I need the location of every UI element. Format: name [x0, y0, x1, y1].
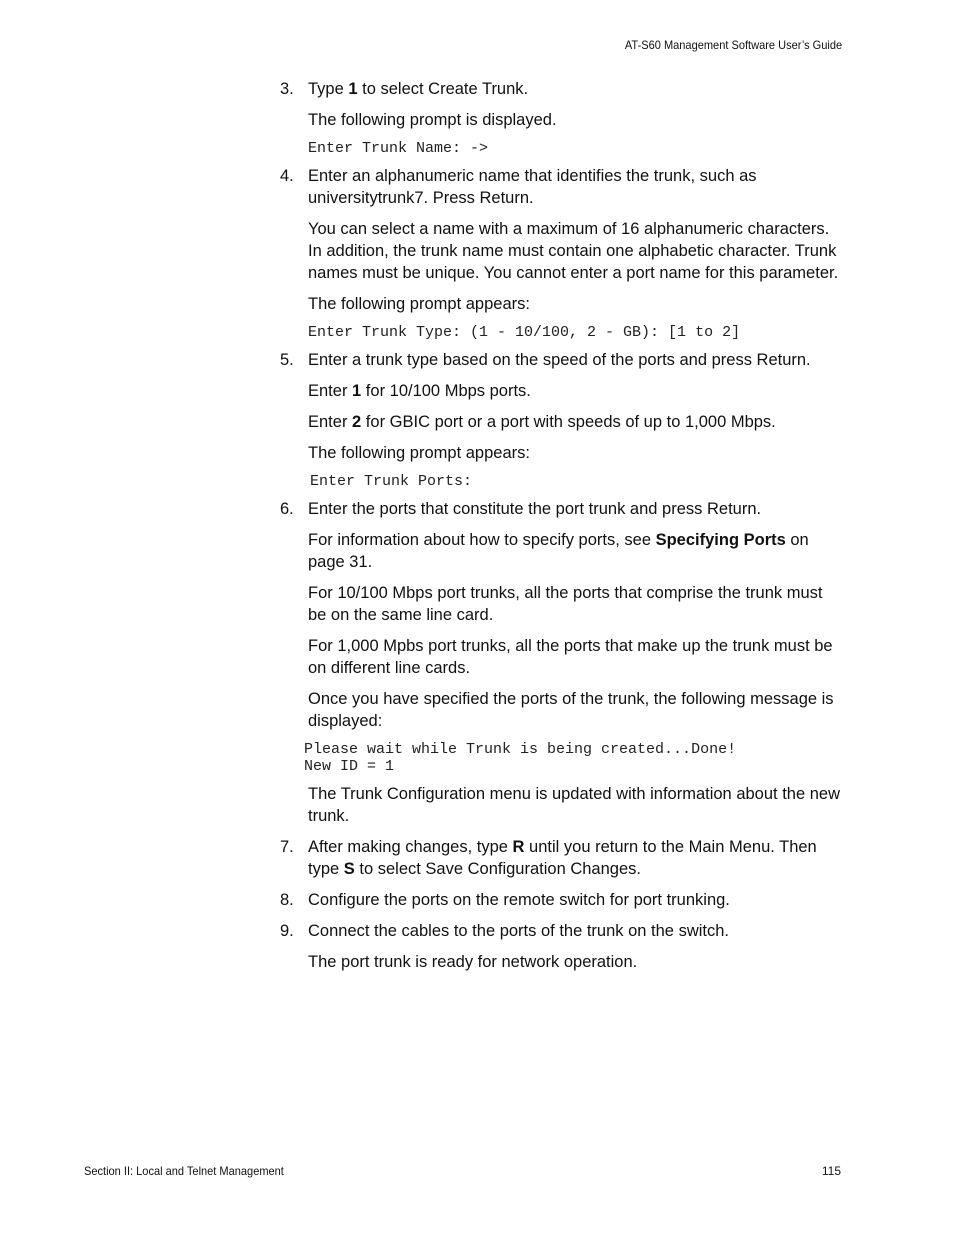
code-sample: Enter Trunk Ports: [310, 473, 473, 490]
step-8 [280, 889, 844, 911]
step-4 [280, 165, 844, 209]
code-line: New ID = 1 [304, 758, 395, 775]
paragraph: Once you have specified the ports of the trunk, the following message is displayed: [308, 690, 834, 730]
page-body [280, 78, 844, 982]
step-number: 5. [280, 351, 294, 369]
code-sample: Enter Trunk Type: (1 - 10/100, 2 - GB): [1 to 2] [308, 324, 741, 341]
step-number: 6. [280, 500, 294, 518]
cross-reference: Specifying Ports [655, 531, 786, 549]
code-line: Please wait while Trunk is being created...Done! [304, 741, 737, 758]
step-number: 7. [280, 838, 294, 856]
step-9 [280, 920, 844, 942]
paragraph: The following prompt is displayed. [308, 111, 557, 129]
paragraph: The port trunk is ready for network operation. [308, 953, 638, 971]
code-sample [280, 741, 844, 775]
step-number: 3. [280, 80, 294, 98]
step-text: Enter an alphanumeric name that identifies the trunk, such as universitytrunk7. Press Return. [308, 167, 757, 207]
step-text: Connect the cables to the ports of the trunk on the switch. [308, 922, 729, 940]
running-header: AT-S60 Management Software User’s Guide [624, 38, 842, 52]
paragraph: Enter 2 for GBIC port or a port with speeds of up to 1,000 Mbps. [308, 413, 776, 431]
paragraph: The Trunk Configuration menu is updated with information about the new trunk. [308, 785, 840, 825]
paragraph: For 1,000 Mpbs port trunks, all the ports that make up the trunk must be on different line cards. [308, 637, 833, 677]
step-7 [280, 836, 844, 880]
step-text: Configure the ports on the remote switch for port trunking. [308, 891, 730, 909]
paragraph: For 10/100 Mbps port trunks, all the ports that comprise the trunk must be on the same line card. [308, 584, 823, 624]
code-sample: Enter Trunk Name: -> [308, 140, 489, 157]
page-number: 115 [821, 1164, 841, 1178]
step-number: 9. [280, 922, 294, 940]
step-text: Enter the ports that constitute the port trunk and press Return. [308, 500, 762, 518]
paragraph: The following prompt appears: [308, 444, 530, 462]
step-text: Enter a trunk type based on the speed of the ports and press Return. [308, 351, 811, 369]
step-5 [280, 349, 844, 371]
paragraph: For information about how to specify ports, see Specifying Ports on page 31. [308, 531, 809, 571]
step-number: 8. [280, 891, 294, 909]
step-number: 4. [280, 167, 294, 185]
step-3 [280, 78, 844, 100]
step-text: After making changes, type R until you return to the Main Menu. Then type S to select Save Configuration Changes. [308, 838, 817, 878]
step-text: Type 1 to select Create Trunk. [308, 80, 529, 98]
paragraph: The following prompt appears: [308, 295, 530, 313]
paragraph: Enter 1 for 10/100 Mbps ports. [308, 382, 531, 400]
footer-section: Section II: Local and Telnet Management [84, 1164, 284, 1178]
step-6 [280, 498, 844, 520]
paragraph: You can select a name with a maximum of 16 alphanumeric characters. In addition, the trunk name must contain one alphabetic character. Trunk names must be unique. You cannot enter a port name for this parameter. [308, 220, 839, 282]
